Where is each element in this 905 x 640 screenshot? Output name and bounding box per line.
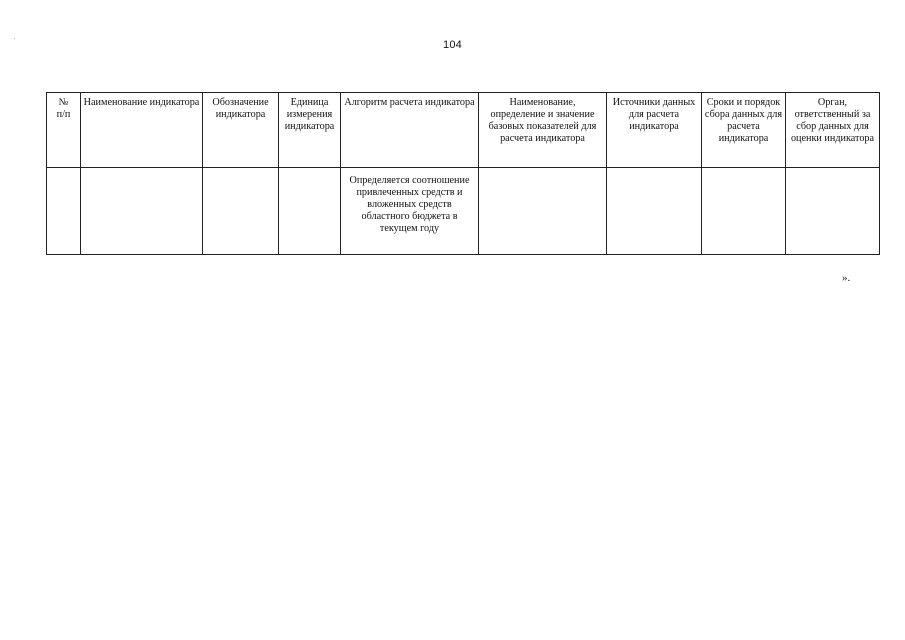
cell-indicator-symbol <box>203 168 279 255</box>
header-data-sources: Источники данных для расчета индикатора <box>607 93 702 168</box>
cell-base-indicators <box>479 168 607 255</box>
header-number: № п/п <box>47 93 81 168</box>
header-collection-terms: Сроки и порядок сбора данных для расчета индикатора <box>702 93 786 168</box>
page-number: 104 <box>443 39 462 51</box>
cell-data-sources <box>607 168 702 255</box>
header-indicator-name: Наименование индикатора <box>81 93 203 168</box>
header-indicator-symbol: Обозначение индикатора <box>203 93 279 168</box>
cell-number <box>47 168 81 255</box>
cell-algorithm: Определяется соотношение привлеченных средств и вложенных средств областного бюджета в текущем году <box>341 168 479 255</box>
cell-responsible-body <box>786 168 880 255</box>
header-algorithm: Алгоритм расчета индикатора <box>341 93 479 168</box>
header-unit: Единица измерения индикатора <box>279 93 341 168</box>
header-base-indicators: Наименование, определение и значение базовых показателей для расчета индикатора <box>479 93 607 168</box>
cell-unit <box>279 168 341 255</box>
cell-collection-terms <box>702 168 786 255</box>
cell-indicator-name <box>81 168 203 255</box>
indicator-table <box>46 92 880 255</box>
header-responsible-body: Орган, ответственный за сбор данных для оценки индикатора <box>786 93 880 168</box>
table-header-row <box>47 93 880 168</box>
closing-quote-mark: ». <box>842 272 851 284</box>
table-row <box>47 168 880 255</box>
